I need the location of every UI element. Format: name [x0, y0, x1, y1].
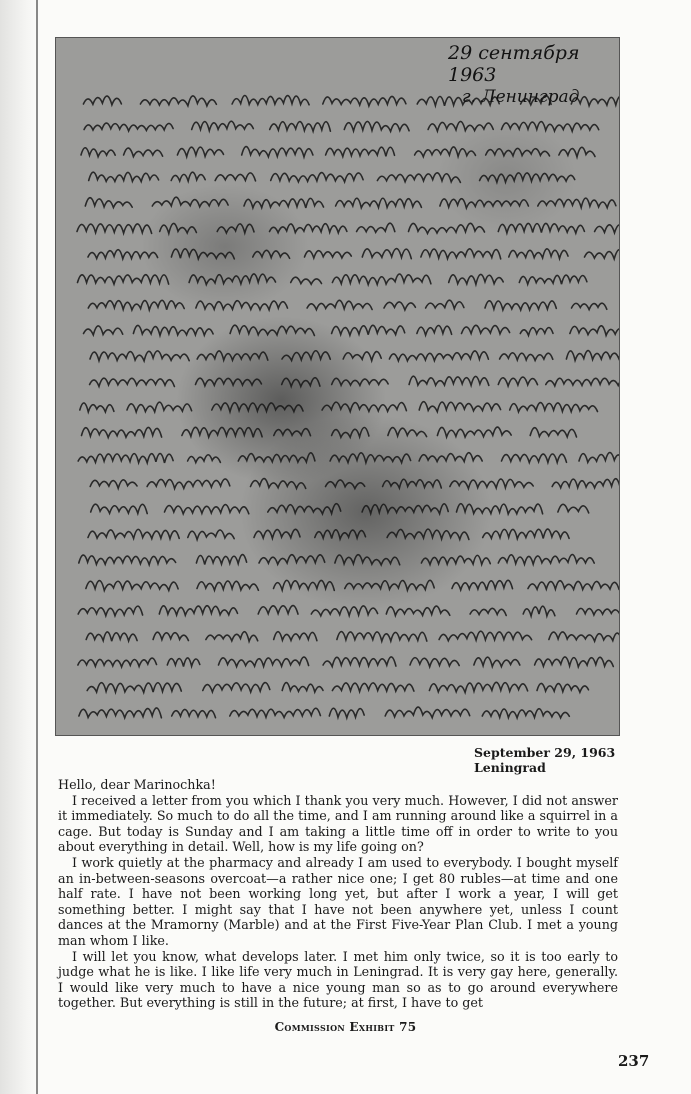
handwriting-word	[385, 707, 470, 718]
handwriting-word	[127, 402, 192, 412]
handwriting-word	[470, 608, 506, 615]
handwriting-word	[549, 632, 619, 641]
handwriting-word	[80, 403, 114, 412]
handwriting-word	[323, 657, 396, 667]
handwriting-word	[419, 402, 500, 412]
handwriting-word	[196, 555, 246, 565]
handwriting-word	[332, 378, 388, 385]
handwriting-word	[84, 123, 173, 131]
handwriting-word	[498, 223, 584, 233]
handwriting-word	[572, 303, 607, 309]
handwriting-word	[440, 199, 529, 208]
translation-body	[58, 777, 618, 1011]
handwriting-word	[421, 249, 501, 259]
handwriting-word	[153, 632, 188, 640]
handwriting-word	[449, 274, 504, 284]
handwriting-word	[452, 580, 513, 590]
handwriting-word	[238, 453, 315, 462]
handwriting-word	[87, 683, 181, 693]
handwriting-word	[335, 555, 400, 565]
handwriting-word	[566, 351, 619, 361]
handwriting-word	[498, 554, 594, 564]
handwriting-word	[251, 479, 306, 489]
handwriting-word	[188, 455, 221, 463]
handwriting-word	[253, 250, 290, 258]
binding-line	[36, 0, 38, 1094]
handwriting-word	[502, 122, 599, 132]
handwriting-word	[585, 250, 620, 259]
handwriting-word	[152, 197, 228, 207]
handwriting-word	[77, 224, 152, 234]
handwriting-word	[377, 173, 460, 183]
handwriting-word	[520, 327, 553, 335]
handwriting-word	[274, 580, 335, 590]
handwriting-word	[90, 351, 189, 361]
handwriting-word	[282, 351, 330, 361]
handwriting-word	[88, 250, 158, 259]
handwriting-word	[219, 657, 309, 667]
handwriting-word	[345, 580, 434, 590]
handwritten-date-block	[448, 42, 618, 108]
handwriting-word	[270, 224, 347, 233]
translation-place: Leningrad	[474, 760, 546, 775]
handwriting-word	[509, 249, 568, 259]
handwriting-word	[535, 657, 614, 667]
handwriting-word	[88, 529, 179, 538]
handwriting-word	[546, 378, 619, 386]
handwriting-word	[192, 121, 254, 131]
handwriting-word	[90, 378, 175, 386]
handwriting-word	[177, 147, 223, 157]
handwriting-word	[78, 454, 173, 463]
page-number: 237	[618, 1052, 650, 1070]
handwriting-word	[86, 581, 178, 591]
handwriting-word	[482, 709, 569, 718]
handwriting-word	[196, 301, 288, 310]
handwriting-word	[242, 147, 313, 157]
handwriting-word	[538, 198, 616, 208]
handwriting-word	[274, 632, 317, 641]
handwriting-word	[462, 325, 510, 334]
handwriting-word	[498, 377, 537, 386]
handwriting-word	[159, 606, 237, 616]
greeting: Hello, dear Marinochka!	[58, 777, 216, 792]
handwriting-word	[188, 530, 234, 540]
handwriting-word	[230, 325, 314, 335]
handwriting-word	[474, 657, 520, 666]
handwriting-word	[322, 402, 406, 411]
handwriting-word	[140, 96, 216, 106]
paragraph-1: I received a letter from you which I thank you very much. However, I did not answer it immediately. So much to do all the time, and I am running around like a squirrel in a cage. But today is Sunday and I am taking a little time off in order to write to you about everything in detail. Well, how is my life going on?	[58, 792, 618, 855]
handwriting-word	[429, 682, 527, 692]
handwriting-word	[307, 300, 372, 309]
handwritten-place: г. Ленинград	[462, 87, 580, 107]
handwriting-word	[362, 504, 448, 514]
handwriting-word	[510, 403, 598, 412]
handwriting-word	[528, 581, 619, 590]
handwriting-word	[90, 480, 137, 488]
handwriting-word	[486, 148, 550, 156]
handwriting-word	[332, 274, 431, 285]
paragraph-2: I work quietly at the pharmacy and already I am used to everybody. I bought myself an in-between-seasons overcoat—a rather nice one; I get 80 rubles—at time and one half rate. I have not been working long yet, but after I work a year, I will get something better. I might say that I have not been anywhere yet, unless I count dances at the Mramorny (Marble) and at the First Five-Year Plan Club. I met a young man whom I like.	[58, 854, 618, 948]
handwriting-word	[330, 453, 411, 463]
handwriting-word	[344, 121, 409, 131]
handwriting-word	[165, 505, 249, 514]
handwriting-word	[552, 479, 619, 488]
handwriting-word	[232, 95, 309, 104]
handwriting-word	[274, 429, 311, 436]
handwriting-word	[332, 427, 369, 437]
handwriting-word	[450, 479, 533, 488]
handwriting-word	[485, 301, 556, 310]
handwriting-word	[189, 274, 275, 285]
handwriting-word	[84, 326, 123, 335]
handwriting-word	[133, 325, 213, 335]
handwriting-scribbles	[56, 38, 619, 735]
handwriting-word	[203, 683, 270, 692]
handwriting-word	[417, 325, 452, 335]
handwriting-word	[415, 147, 476, 157]
handwriting-word	[439, 631, 531, 640]
handwriting-word	[206, 632, 258, 642]
handwriting-word	[89, 172, 159, 181]
handwriting-word	[336, 198, 422, 208]
exhibit-label: Commission Exhibit 75	[274, 1020, 417, 1034]
handwriting-word	[215, 173, 255, 181]
handwriting-word	[171, 172, 205, 181]
handwriting-word	[383, 479, 442, 488]
handwriting-word	[426, 300, 464, 308]
handwriting-word	[254, 529, 300, 538]
handwriting-word	[85, 198, 132, 208]
handwriting-word	[282, 683, 323, 692]
handwriting-word	[78, 658, 157, 667]
handwriting-word	[457, 504, 543, 514]
handwriting-word	[419, 453, 482, 462]
handwriting-word	[409, 223, 485, 233]
handwriting-word	[323, 96, 406, 105]
handwriting-word	[124, 148, 163, 157]
handwriting-word	[182, 427, 262, 437]
handwriting-word	[428, 121, 493, 131]
handwriting-word	[91, 504, 148, 513]
handwriting-word	[291, 277, 322, 284]
handwriting-word	[389, 351, 488, 361]
handwriting-word	[147, 479, 230, 489]
handwriting-word	[311, 606, 377, 616]
handwriting-word	[332, 683, 414, 692]
handwriting-word	[81, 148, 115, 157]
handwriting-word	[88, 300, 184, 310]
handwriting-word	[271, 173, 363, 182]
handwriting-word	[160, 223, 197, 233]
handwriting-word	[337, 632, 427, 642]
handwriting-word	[258, 606, 298, 615]
handwritten-letter-photo	[55, 37, 620, 736]
handwriting-word	[329, 708, 364, 718]
handwriting-word	[357, 223, 395, 232]
handwriting-word	[409, 376, 489, 385]
handwriting-word	[386, 606, 450, 615]
handwriting-word	[305, 251, 352, 258]
handwriting-word	[326, 147, 395, 156]
handwriting-word	[384, 302, 415, 310]
handwriting-word	[82, 427, 162, 437]
handwriting-word	[167, 658, 200, 667]
handwriting-word	[362, 249, 411, 259]
handwriting-word	[78, 275, 169, 284]
binding-edge	[0, 0, 38, 1094]
handwriting-word	[480, 173, 575, 182]
handwriting-word	[196, 378, 262, 386]
handwriting-word	[519, 275, 587, 284]
handwriting-word	[343, 352, 381, 361]
handwriting-word	[387, 529, 469, 539]
handwriting-word	[78, 606, 142, 616]
translation-date: September 29, 1963	[474, 745, 616, 760]
handwriting-word	[559, 147, 595, 157]
handwriting-word	[483, 529, 569, 539]
handwriting-word	[259, 555, 325, 565]
handwritten-date: 29 сентября 1963	[448, 42, 580, 86]
handwriting-word	[197, 351, 268, 360]
handwriting-word	[326, 480, 365, 489]
handwriting-word	[217, 224, 254, 233]
handwriting-word	[570, 326, 619, 336]
handwriting-word	[437, 427, 511, 437]
handwriting-word	[579, 452, 619, 462]
handwriting-word	[86, 632, 137, 641]
handwriting-word	[577, 606, 620, 615]
handwriting-word	[595, 225, 619, 233]
handwriting-word	[523, 606, 555, 616]
handwriting-word	[388, 428, 427, 437]
handwriting-word	[268, 504, 341, 514]
handwriting-word	[270, 122, 331, 132]
handwriting-word	[244, 198, 324, 208]
handwriting-word	[537, 683, 589, 692]
handwriting-word	[171, 249, 234, 259]
handwriting-word	[332, 325, 405, 335]
handwriting-word	[230, 708, 321, 717]
handwriting-word	[500, 353, 553, 361]
handwriting-word	[315, 530, 366, 539]
handwriting-word	[530, 428, 576, 437]
handwriting-word	[502, 454, 567, 463]
translation-header	[474, 745, 615, 775]
handwriting-word	[197, 581, 258, 590]
handwriting-word	[172, 709, 216, 717]
paragraph-3: I will let you know, what develops later. I met him only twice, so it is too early to judge what he is like. I like life very much in Leningrad. It is very gay here, generally. I would like very much to have a nice young man so as to go around everywhere together. But everything is still in the future; at first, I have to get	[58, 948, 618, 1011]
handwriting-word	[558, 504, 589, 513]
handwriting-word	[421, 555, 490, 564]
handwriting-word	[79, 555, 176, 565]
handwriting-word	[83, 96, 121, 105]
handwriting-word	[282, 378, 320, 387]
handwriting-word	[212, 403, 303, 412]
handwriting-word	[410, 658, 459, 667]
handwriting-word	[79, 708, 161, 718]
